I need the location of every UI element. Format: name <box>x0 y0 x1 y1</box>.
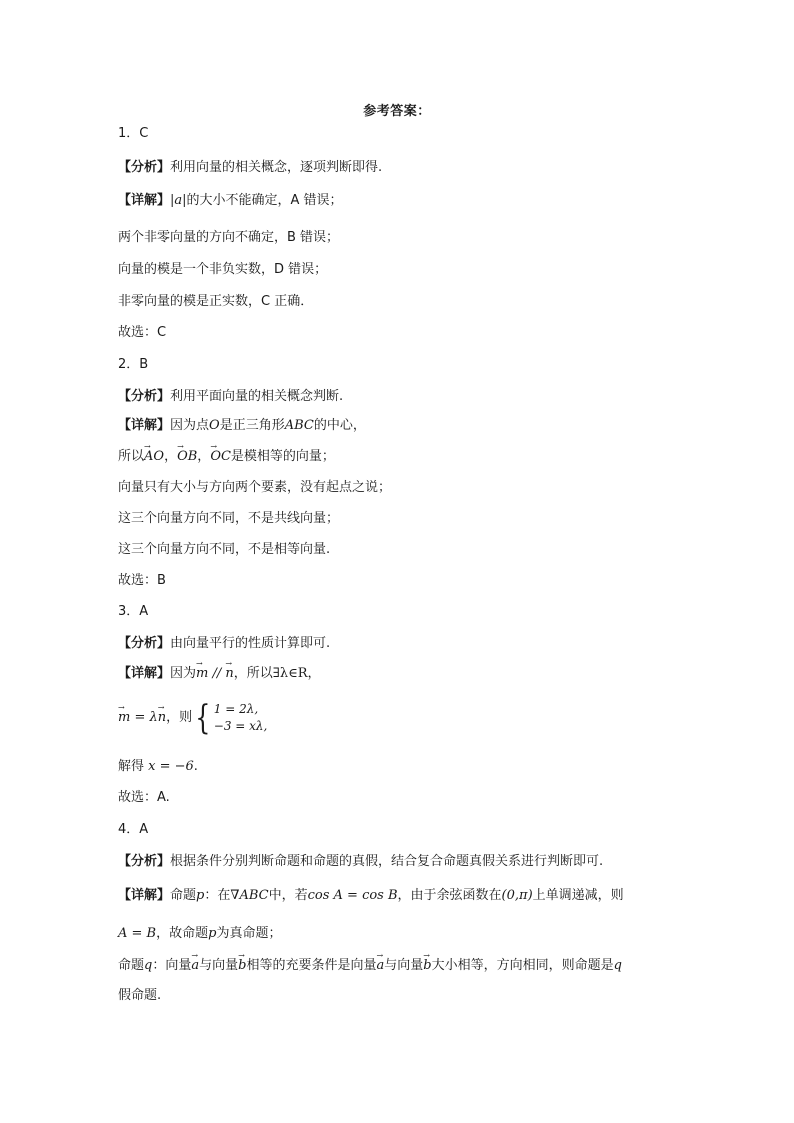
q1-number: 1．C <box>118 126 149 141</box>
detail-text: 解得 <box>118 759 149 774</box>
vector-ob: → OB <box>177 449 197 465</box>
analysis-text: 根据条件分别判断命题和命题的真假，结合复合命题真假关系进行判断即可. <box>170 854 604 869</box>
detail-text: 命题 <box>170 888 197 903</box>
vector-a: → a <box>191 958 199 974</box>
equation-system <box>214 701 268 735</box>
interval: (0,π) <box>501 888 533 903</box>
analysis-tag: 【分析】 <box>118 636 171 651</box>
vector-m: → m <box>196 666 208 682</box>
detail-text: 是模相等的向量； <box>230 449 335 464</box>
detail-text: 中，若 <box>268 888 308 903</box>
detail-tag: 【详解】 <box>118 666 171 681</box>
detail-text: 为真命题； <box>216 926 282 941</box>
detail-text: 相等的充要条件是向量 <box>246 958 377 973</box>
detail-text: ， <box>307 666 321 681</box>
detail-text: 大小相等，方向相同，则命题是 <box>431 958 614 973</box>
detail-text: 的大小不能确定，A 错误； <box>186 193 343 208</box>
q2-detail <box>118 418 366 434</box>
vector-m: → m <box>118 700 130 736</box>
detail-text: 与向量 <box>384 958 424 973</box>
detail-text: 上单调递减，则 <box>532 888 624 903</box>
analysis-text: 利用平面向量的相关概念判断. <box>170 389 344 404</box>
detail-text: 命题 <box>118 958 145 973</box>
detail-text: 因为点 <box>170 418 210 433</box>
proposition-q: q <box>144 958 153 973</box>
q3-detail <box>118 666 321 682</box>
triangle-abc: ABC <box>284 418 314 433</box>
detail-text: 与向量 <box>199 958 239 973</box>
vector-n: → n <box>158 700 166 736</box>
then-text: ，则 <box>166 710 193 725</box>
detail-tag: 【详解】 <box>118 888 171 903</box>
detail-text: ，所以 <box>233 666 273 681</box>
point-o: O <box>209 418 220 433</box>
analysis-tag: 【分析】 <box>118 389 171 404</box>
q4-line-2 <box>118 926 281 942</box>
q2-number: 2．B <box>118 357 149 372</box>
q2-line-2 <box>118 449 335 465</box>
q4-number: 4．A <box>118 822 149 837</box>
solution-x: x = −6 <box>148 759 194 774</box>
q4-analysis <box>118 854 603 870</box>
q3-number: 3．A <box>118 604 149 619</box>
detail-text: 是正三角形 <box>219 418 285 433</box>
system-eq-1: 1 = 2λ, <box>213 702 259 716</box>
analysis-tag: 【分析】 <box>118 160 171 175</box>
q2-line-3: 向量只有大小与方向两个要素，没有起点之说； <box>118 480 392 495</box>
detail-text: . <box>193 759 198 774</box>
separator: ， <box>197 449 211 464</box>
detail-tag: 【详解】 <box>118 193 171 208</box>
detail-text: 因为 <box>170 666 197 681</box>
detail-text: ：在 <box>204 888 231 903</box>
proposition-q: q <box>613 958 622 973</box>
page-title: 参考答案： <box>363 104 431 119</box>
q4-detail <box>118 888 624 904</box>
vector-n: → n <box>225 666 233 682</box>
vector-a: → a <box>376 958 384 974</box>
exists-lambda: ∃λ∈R <box>272 666 308 681</box>
system-eq-2: −3 = xλ, <box>213 719 268 733</box>
q1-line-4: 非零向量的模是正实数，C 正确． <box>118 294 314 309</box>
detail-text: ，故命题 <box>156 926 209 941</box>
q2-analysis <box>118 389 343 405</box>
analysis-tag: 【分析】 <box>118 854 171 869</box>
analysis-text: 由向量平行的性质计算即可. <box>170 636 331 651</box>
q3-analysis <box>118 636 330 652</box>
q2-choice: 故选：B <box>118 573 166 588</box>
q1-analysis <box>118 160 382 176</box>
cos-equation: cos A = cos B <box>307 888 398 903</box>
q2-line-4: 这三个向量方向不同，不是共线向量； <box>118 511 340 526</box>
detail-text: ：向量 <box>152 958 192 973</box>
q4-line-3 <box>118 958 622 974</box>
q3-equation <box>118 700 267 737</box>
vector-b: → b <box>238 958 246 974</box>
detail-text: ，由于余弦函数在 <box>397 888 502 903</box>
vector-ao: → AO <box>144 449 164 465</box>
detail-text: 所以 <box>118 449 145 464</box>
q2-line-5: 这三个向量方向不同，不是相等向量. <box>118 542 331 557</box>
q1-line-2: 两个非零向量的方向不确定，B 错误； <box>118 230 340 245</box>
q4-line-4: 假命题. <box>118 988 162 1003</box>
q1-choice: 故选：C <box>118 325 167 340</box>
triangle-abc: ∇ABC <box>230 888 269 903</box>
angle-equation: A = B <box>118 926 157 941</box>
proposition-p: p <box>196 888 205 903</box>
vector-magnitude: |a| <box>170 193 187 208</box>
analysis-text: 利用向量的相关概念，逐项判断即得. <box>170 160 383 175</box>
separator: ， <box>164 449 178 464</box>
detail-text: 的中心， <box>313 418 366 433</box>
q1-detail <box>118 193 343 209</box>
brace-icon: { <box>195 698 211 738</box>
q3-solve <box>118 759 198 775</box>
equals-lambda: = λ <box>130 710 158 725</box>
parallel-symbol: // <box>208 666 226 681</box>
q1-line-3: 向量的模是一个非负实数，D 错误； <box>118 262 328 277</box>
vector-oc: → OC <box>210 449 231 465</box>
detail-tag: 【详解】 <box>118 418 171 433</box>
q3-choice: 故选：A. <box>118 790 170 805</box>
vector-b: → b <box>423 958 431 974</box>
proposition-p: p <box>208 926 217 941</box>
